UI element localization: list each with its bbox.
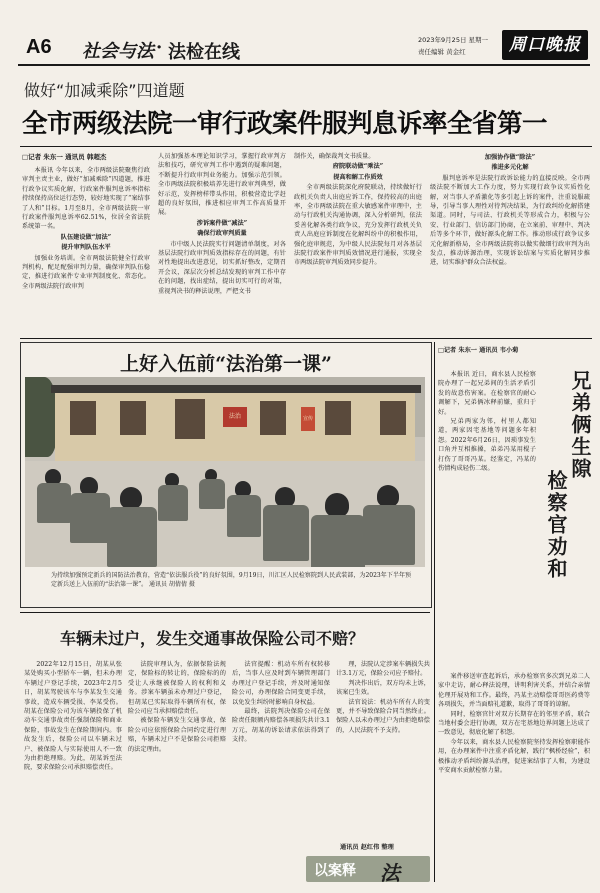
bottom-para: 法院审理认为，依据保险法规定，保险标的转让的，保险标的的受让人承继被保险人的权利和义务。涉案车辆虽未办理过户登记，但胡某已实际取得车辆所有权，保险公司应当承担赔偿责任。 (128, 661, 226, 716)
lead-col-2 (158, 152, 286, 334)
bottom-col-4 (336, 660, 430, 840)
side-para: 案件移送审查起诉后，承办检察官多次到兄弟二人家中走访，耐心释法说理，讲明利害关系，并结合亲情伦理开展劝和工作。最终，冯某主动赔偿哥哥医药费等各项损失，并当面赔礼道歉，取得了哥哥的谅解。 (438, 673, 590, 709)
photo-soldier-body (227, 495, 261, 537)
lead-col-1 (22, 166, 150, 334)
side-headline-part1: 兄弟俩生隙 (568, 370, 592, 480)
photo-window (70, 401, 96, 435)
lead-subhead-4a: 加强协作做“除法” (484, 154, 536, 161)
lead-col4-para: 服判息诉率是法院行政诉讼能力的直接反映。全市两级法院不断加大工作力度，努力实现行政争议实质性化解，对当事人矛盾激化等多引起上诉的案件，注重说服疏导，引导当事人理性对待判决结果，为行政纠纷化解搭建渠道。同时，与司法、行政机关等形成合力，积极与公安、行业部门、信访部门协商，在立案前、审理中、判决后等多个环节，做好源头化解工作。推动形成行政争议多元化解新格局，全市两级法院将以做实做细行政审判为出发点，推动诉源治理，实现诉讼结案与实质化解同步推进，切实维护群众合法权益。 (430, 174, 590, 267)
section-bullet: · (156, 37, 163, 58)
lead-col-4 (430, 152, 590, 334)
photo-window (120, 401, 146, 435)
bottom-para: 判决作出后，双方均未上诉，该案已生效。 (336, 679, 430, 697)
photo-soldier-body (107, 507, 157, 567)
lead-col2-para: 人员加强基本理论知识学习，掌握行政审判方法和技巧，研究审判工作中遇到的疑难问题，不断提升行政审判业务能力。加强示范引领。全市两级法院积极培养先进行政审判典型，做好示范，发挥榜样带头作用，积极营造比学赶超的良好氛围，推进相应审判工作高质量开展。 (158, 153, 286, 217)
side-body-top (438, 370, 536, 670)
editor-credit: 责任编辑 黄金红 (418, 48, 466, 56)
section-name: 法检在线 (168, 42, 240, 63)
issue-date: 2023年9月25日 星期一 (418, 36, 489, 44)
page-header (18, 28, 590, 68)
lead-col3-para: 全市两级法院深化府院联动，持续做好行政机关负责人出庭应诉工作，保持较高的出庭率，全市两级法院在重大敏感案件审理中，主动与行政机关沟通协调，深入分析研判，依法妥善化解各类行政争议，充分发挥行政机关负责人出庭应诉制度在化解纠纷中的积极作用，强化庭审规范，为中级人民法院每月对各基层法院行政案件审判质效情况进行通报，实现全市两级法院审判质效同步提升。 (294, 184, 422, 267)
bottom-para: 理，法院认定涉案车辆损失共计3.1万元，保险公司应予赔付。 (336, 661, 430, 678)
lead-subhead-3a: 府院联动做“乘法” (332, 163, 384, 171)
lead-col-3 (294, 152, 422, 334)
section-script-title: 社会与法 (82, 41, 154, 62)
bottom-byline: 通讯员 赵红伟 整理 (340, 844, 394, 851)
lead-col1-para: 加强业务培训。全市两级法院健全行政审判机构，配足配强审判力量，确保审判队伍稳定，推进行政案件专业审判制度化、常态化。全市两级法院行政审判 (22, 254, 150, 290)
lead-subhead-1b: 提升审判队伍水平 (61, 244, 111, 252)
bottom-para: 被保险车辆发生交通事故，保险公司应依照保险合同约定进行理赔，车辆未过户不是保险公司拒赔的法定理由。 (128, 717, 226, 753)
lead-subhead-2a: 涉诉案件做“减法” (196, 219, 248, 227)
side-para: 今年以来，商水县人民检察院坚持发挥检察职能作用，在办理案件中注重矛盾化解，践行“枫桥经验”，积极推动矛盾纠纷源头治理，促进案结事了人和，为建设平安商水贡献检察力量。 (438, 738, 590, 775)
photo-window (325, 401, 351, 435)
lead-headline-rule (20, 146, 592, 147)
photo-caption: 为持续加强预定新兵的国防法治教育，营造“依法服兵役”的良好氛围，9月19日，川汇区人民检察院到人民武装部，为2023年下半年预定新兵送上入伍前的“法治第一课”。 通讯员 胡倩倩 摄 (51, 572, 411, 588)
photo-window (260, 401, 286, 435)
header-rule (18, 64, 590, 66)
side-left-rule (434, 342, 435, 882)
bottom-para: 法官提醒：机动车所有权转移后，当事人应及时到车辆管理部门办理过户登记手续，并及时通知保险公司，办理保险合同变更手续，以免发生纠纷时影响自身权益。 (232, 661, 330, 706)
masthead-text: 周口晚报 (509, 35, 581, 55)
side-para: 兄弟两家为邻，村里人都知道，两家因宅基地等问题多年积怨。2022年6月26日，因琐事发生口角并互相推搡，弟弟冯某用棍子打伤了哥哥冯某。经鉴定，冯某的伤情构成轻伤二级。 (438, 418, 536, 473)
logo-char: 法 (380, 861, 400, 885)
case-explained-logo (306, 856, 430, 885)
side-body-bottom (438, 672, 590, 880)
bottom-para: 最终，法院判决保险公司在保险责任限额内赔偿各项损失共计3.1万元，胡某的诉讼请求依法得到了支持。 (232, 708, 330, 744)
bottom-divider (20, 612, 430, 613)
masthead-logo (502, 30, 588, 60)
side-headline (542, 370, 590, 650)
photo-soldier-body (199, 479, 225, 509)
photo-banner: 法治 (223, 407, 247, 427)
photo-soldier-head (120, 487, 142, 509)
photo-soldier-body (311, 515, 365, 567)
section-divider (20, 338, 592, 339)
photo-soldier-body (158, 485, 188, 521)
photo-soldier-body (263, 505, 309, 561)
side-headline-part2: 检察官劝和 (544, 470, 568, 580)
bottom-col-3 (232, 660, 330, 884)
lead-headline: 全市两级法院一审行政案件服判息诉率全省第一 (22, 109, 548, 139)
lead-subhead-3b: 提高和解工作质效 (333, 173, 383, 181)
bottom-col-2 (128, 660, 226, 884)
photo-soldier-head (377, 485, 399, 507)
bottom-para: 2022年12月15日，胡某从张某处购买小型轿车一辆，但未办理车辆过户登记手续，2023年2月5日，胡某驾驶该车与李某发生交通事故，造成车辆受损、李某受伤。胡某在保险公司为该车辆投保了机动车交通事故责任强制保险和商业保险，事故发生在保险期间内。事故发生后，保险公司以车辆未过户、被保险人与实际使用人不一致为由拒绝理赔。为此，胡某诉至法院，要求保险公司承担赔偿责任。 (24, 661, 122, 772)
photo-soldier-body (70, 493, 110, 543)
photo-soldier-head (325, 493, 349, 517)
photo-roof (51, 385, 421, 393)
side-para: 本报讯 近日，商水县人民检察院办理了一起兄弟间的生活矛盾引发的故意伤害案。在检察官的耐心调解下，兄弟俩冰释前嫌，重归于好。 (438, 371, 536, 416)
lead-subhead-2b: 确保行政审判质量 (197, 230, 247, 238)
lead-col3-para: 制作关，确保裁判文书质量。 (294, 153, 375, 160)
photo-headline: 上好入伍前“法治第一课” (120, 353, 332, 375)
photo-soldier-head (275, 487, 295, 507)
side-story (438, 342, 592, 882)
lead-col2-para: 市中级人民法院实行问题清单制度，对各基层法院行政审判质效指标存在的问题，有针对性地提出改进意见，切实抓好整改，定期召开会议，深层次分析总结发现的审判工作中存在的问题，找出症结，提出切实可行的对策，重视判决书的释法说理，严把文书 (158, 240, 286, 295)
page-number: A6 (26, 36, 52, 58)
photo-story (20, 342, 432, 608)
photo-window (175, 399, 205, 439)
lead-subhead-4b: 推进多元化解 (491, 164, 529, 172)
lead-byline: □记者 朱东一 通讯员 韩超杰 (22, 153, 107, 161)
photo-window (380, 401, 406, 435)
photo-soldier-body (363, 505, 415, 565)
side-byline: □记者 朱东一 通讯员 韦小菊 (438, 347, 519, 354)
bottom-headline: 车辆未过户，发生交通事故保险公司不赔？ (60, 629, 365, 648)
photo-banner: 宣传 (301, 407, 315, 431)
photo-image (25, 377, 425, 567)
bottom-para: 法官说法：机动车所有人的变更，并不导致保险合同当然终止。保险人以未办理过户为由拒绝赔偿的，人民法院不予支持。 (336, 698, 430, 734)
lead-subhead-1a: 队伍建设做“加法” (60, 233, 112, 241)
lead-col1-para: 本报讯 今年以来，全市两级法院聚焦行政审判主责主业，做好“加减乘除”四道题，推进行政争议实质化解，行政案件服判息诉率指标持续保持高位运行态势，较好地实现了“案结事了人和”目标。1月至8月，全市两级法院一审行政案件服判息诉率62.51%，位居全省法院系统第一名。 (22, 167, 150, 231)
logo-prefix: 以案释 (314, 863, 356, 879)
lead-kicker: 做好“加减乘除”四道题 (24, 81, 185, 100)
bottom-col-1 (24, 660, 122, 884)
photo-soldier-body (37, 483, 71, 523)
side-para: 同时，检察官针对双方长期存在的邻里矛盾，联合当地村委会进行协调，双方在宅基地边界问题上达成了一致意见，彻底化解了积怨。 (438, 710, 590, 737)
